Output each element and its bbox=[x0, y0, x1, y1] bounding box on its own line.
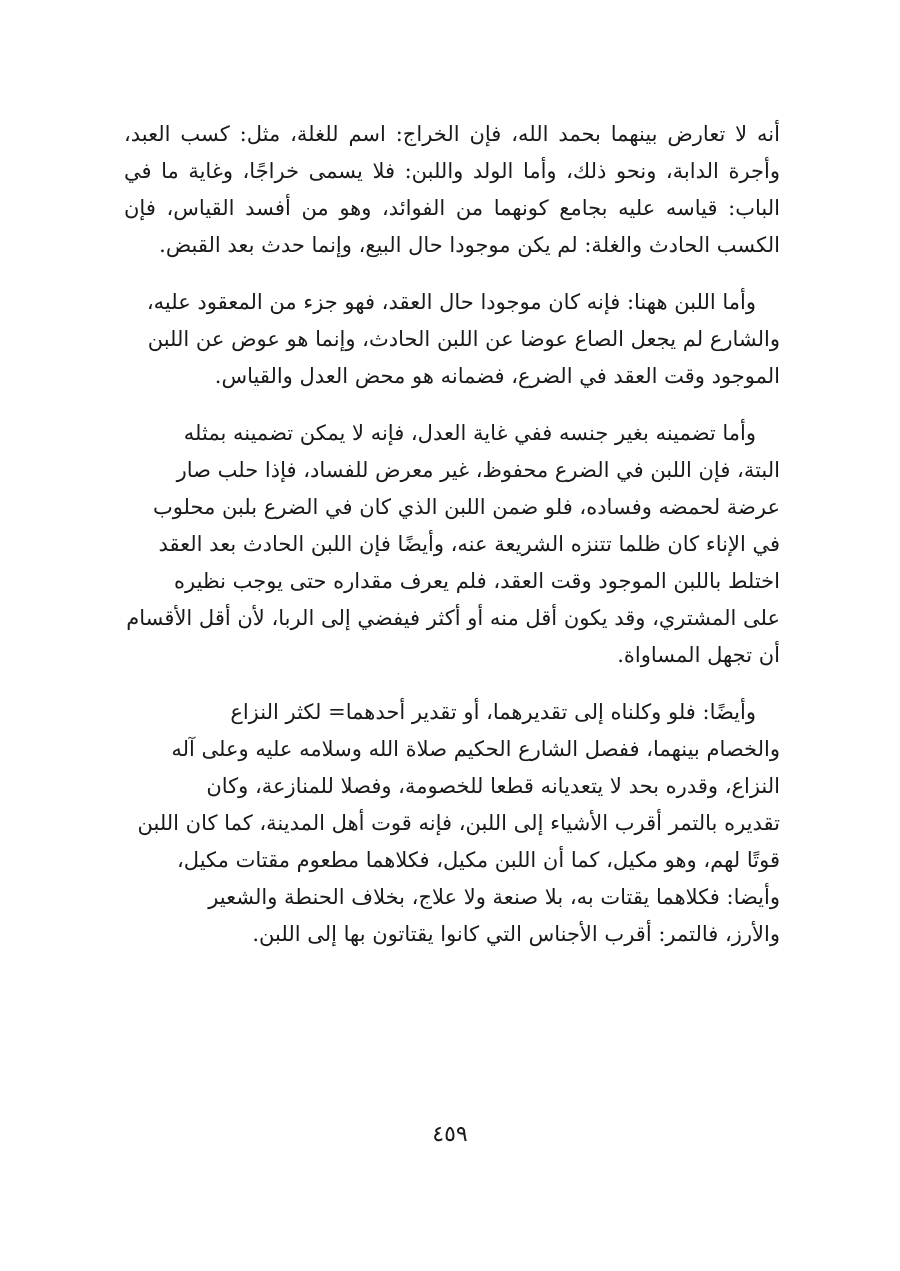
text-line: قوتًا لهم، وهو مكيل، كما أن اللبن مكيل، فكلاهما مطعوم مقتات مكيل، bbox=[177, 848, 780, 872]
text-line: البتة، فإن اللبن في الضرع محفوظ، غير معرض للفساد، فإذا حلب صار bbox=[176, 458, 780, 482]
text-line: اختلط باللبن الموجود وقت العقد، فلم يعرف مقداره حتى يوجب نظيره bbox=[174, 569, 780, 593]
text-line: وأما تضمينه بغير جنسه ففي غاية العدل، فإنه لا يمكن تضمينه بمثله bbox=[183, 421, 756, 445]
text-line: وأجرة الدابة، ونحو ذلك، وأما الولد واللبن: فلا يسمى خراجًا، وغاية ما في bbox=[124, 159, 780, 183]
text-line: والخصام بينهما، ففصل الشارع الحكيم صلاة الله وسلامه عليه وعلى آله bbox=[171, 737, 780, 761]
text-line: الباب: قياسه عليه بجامع كونهما من الفوائد، وهو من أفسد القياس، فإن bbox=[124, 196, 780, 220]
paragraph-1 bbox=[124, 116, 780, 264]
text-line: تقديره بالتمر أقرب الأشياء إلى اللبن، فإنه قوت أهل المدينة، كما كان اللبن bbox=[137, 811, 780, 835]
body-text bbox=[124, 116, 780, 973]
text-line: أن تجهل المساواة. bbox=[617, 643, 780, 667]
text-line: والشارع لم يجعل الصاع عوضا عن اللبن الحادث، وإنما هو عوض عن اللبن bbox=[147, 327, 780, 351]
text-line: في الإناء كان ظلما تتنزه الشريعة عنه، وأيضًا فإن اللبن الحادث بعد العقد bbox=[158, 532, 780, 556]
paragraph-2 bbox=[124, 284, 780, 395]
text-line: وأيضا: فكلاهما يقتات به، بلا صنعة ولا علاج، بخلاف الحنطة والشعير bbox=[208, 885, 780, 909]
text-line: عرضة لحمضه وفساده، فلو ضمن اللبن الذي كان في الضرع بلبن محلوب bbox=[152, 495, 780, 519]
text-line: على المشتري، وقد يكون أقل منه أو أكثر فيفضي إلى الربا، لأن أقل الأقسام bbox=[126, 606, 780, 630]
text-line: الموجود وقت العقد في الضرع، فضمانه هو محض العدل والقياس. bbox=[214, 364, 780, 388]
text-line: أنه لا تعارض بينهما بحمد الله، فإن الخراج: اسم للغلة، مثل: كسب العبد، bbox=[124, 122, 780, 146]
text-line: وأما اللبن ههنا: فإنه كان موجودا حال العقد، فهو جزء من المعقود عليه، bbox=[146, 290, 756, 314]
page-number: ٤٥٩ bbox=[432, 1122, 468, 1147]
text-line: وأيضًا: فلو وكلناه إلى تقديرهما، أو تقدير أحدهما= لكثر النزاع bbox=[230, 700, 756, 724]
paragraph-3 bbox=[124, 415, 780, 674]
paragraph-4 bbox=[124, 694, 780, 953]
text-line: والأرز، فالتمر: أقرب الأجناس التي كانوا يقتاتون بها إلى اللبن. bbox=[252, 922, 780, 946]
text-line: النزاع، وقدره بحد لا يتعديانه قطعا للخصومة، وفصلا للمنازعة، وكان bbox=[206, 774, 780, 798]
text-line: الكسب الحادث والغلة: لم يكن موجودا حال البيع، وإنما حدث بعد القبض. bbox=[159, 233, 780, 257]
